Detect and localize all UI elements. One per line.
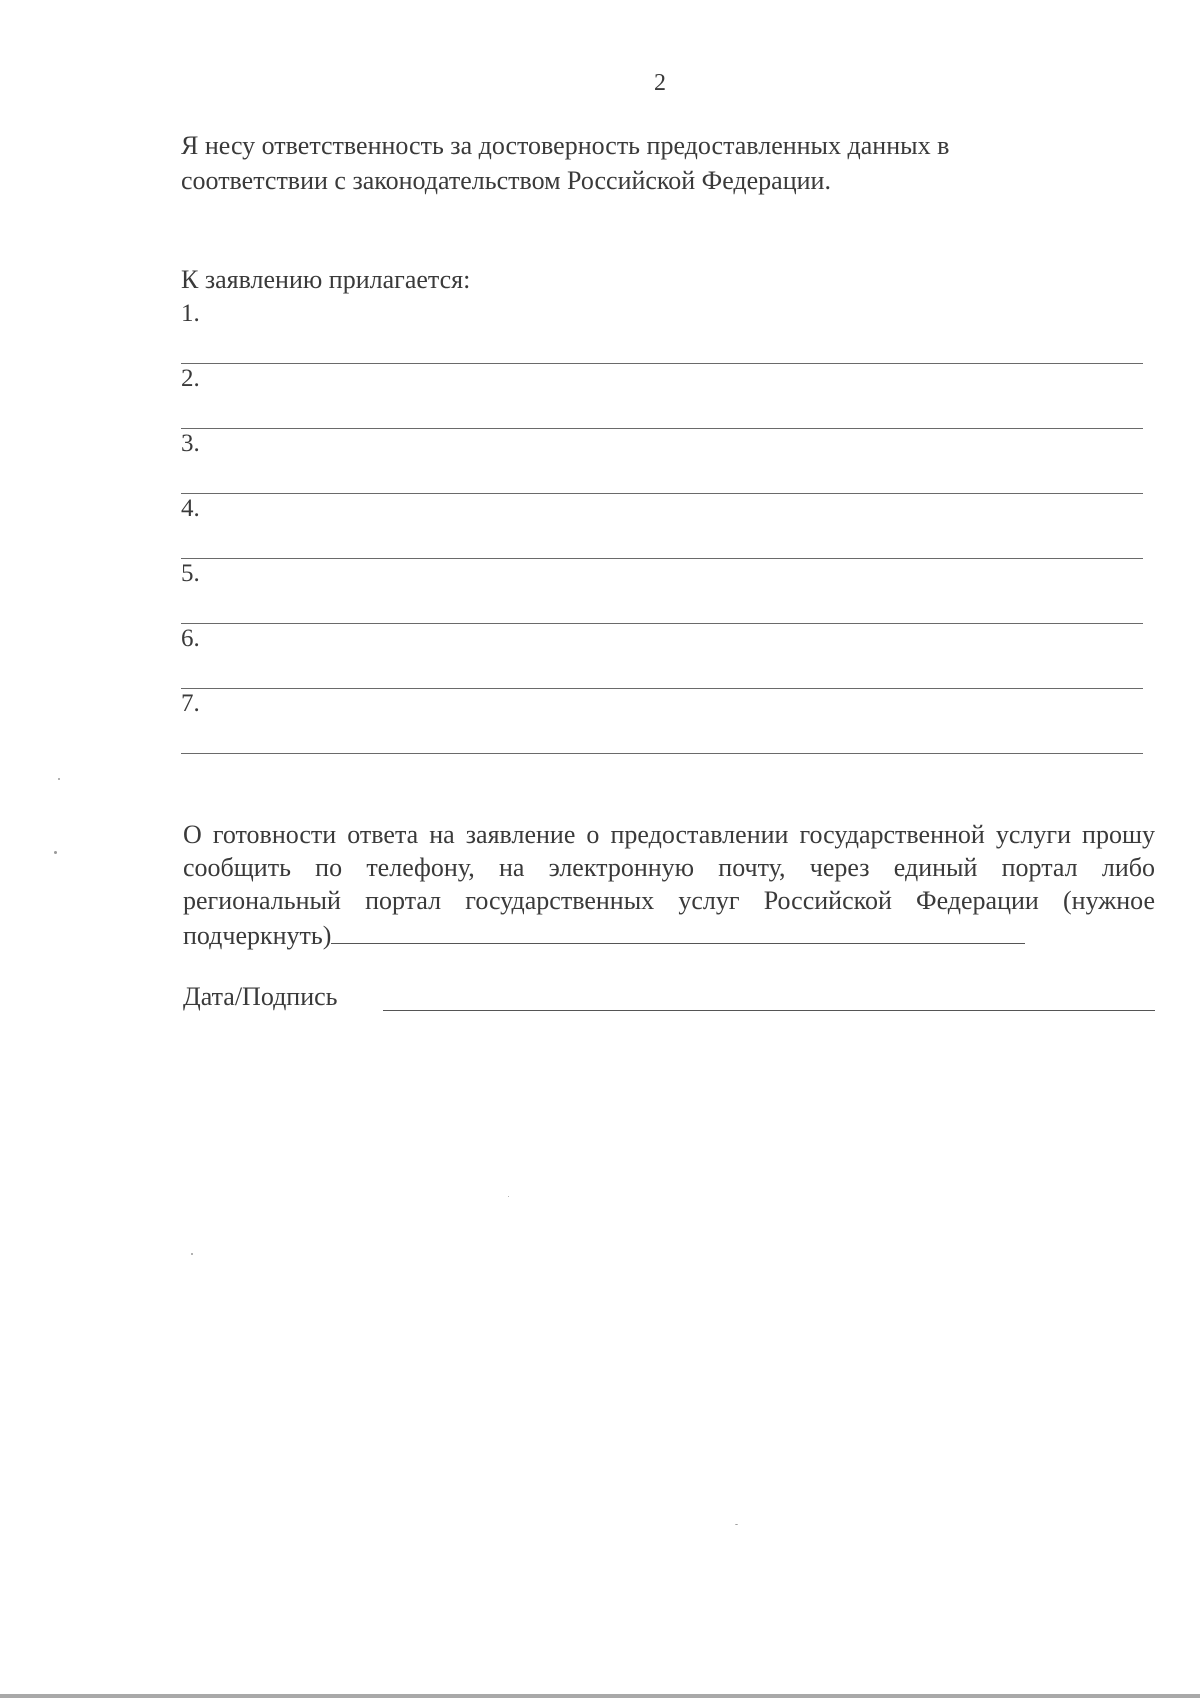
attachment-number: 5. [181, 560, 200, 587]
attachment-number: 4. [181, 495, 200, 522]
scan-speck [508, 1196, 509, 1197]
signature-row [183, 980, 1155, 1016]
scan-speck [735, 1524, 738, 1525]
attachment-number: 2. [181, 365, 200, 392]
attachment-line-7[interactable] [181, 689, 1143, 754]
responsibility-statement: Я несу ответственность за достоверность предоставленных данных в соответствии с законодательством Российской Федерации. [181, 131, 950, 195]
attachments-heading: К заявлению прилагается: [181, 265, 471, 294]
attachment-line-5[interactable] [181, 559, 1143, 624]
attachment-number: 1. [181, 300, 200, 327]
attachment-number: 3. [181, 430, 200, 457]
attachments-list [181, 299, 1143, 754]
signature-label: Дата/Подпись [183, 982, 338, 1011]
attachment-line-4[interactable] [181, 494, 1143, 559]
scan-speck [58, 778, 60, 780]
attachment-line-1[interactable] [181, 299, 1143, 364]
notification-text: О готовности ответа на заявление о предоставлении государственной услуги прошу сообщить по телефону, на электронную почту, через единый портал либо региональный портал государственных услуг Российской Федерации (нужное подчеркнуть) [183, 820, 1155, 950]
scan-speck [191, 1253, 193, 1255]
notification-fill-line[interactable] [331, 917, 1025, 944]
page-number-text: 2 [654, 70, 666, 96]
attachment-line-6[interactable] [181, 624, 1143, 689]
signature-line[interactable] [383, 1010, 1155, 1011]
attachment-line-2[interactable] [181, 364, 1143, 429]
scan-bottom-edge [0, 1694, 1200, 1698]
attachment-line-3[interactable] [181, 429, 1143, 494]
attachment-number: 6. [181, 625, 200, 652]
notification-request [183, 818, 1155, 952]
attachment-number: 7. [181, 690, 200, 717]
scan-speck [54, 851, 57, 854]
